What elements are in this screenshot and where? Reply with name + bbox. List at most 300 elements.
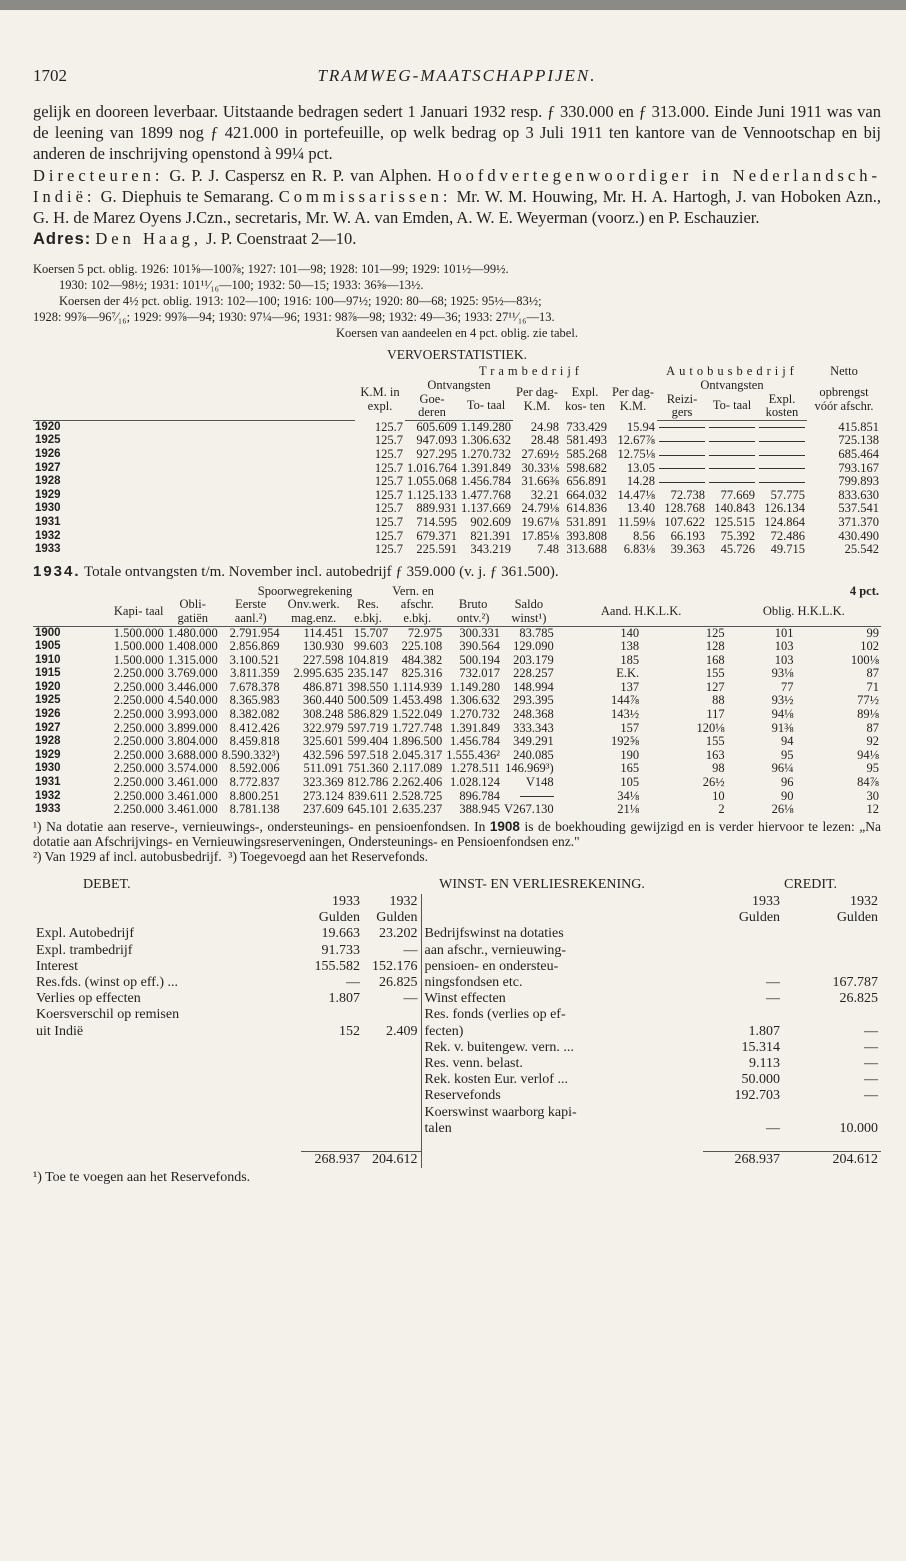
directors-label: Directeuren: (33, 165, 164, 185)
table-cell: 45.726 (720, 542, 755, 557)
table-cell: 732.017 (459, 666, 501, 681)
final-footnote: ¹) Toe te voegen aan het Reservefonds. (33, 1169, 251, 1185)
table-cell: 128.768 (664, 501, 705, 516)
credit-value: 1.807 (748, 1023, 781, 1039)
table-cell: 148.994 (513, 679, 554, 694)
col-res: Res. e.bkj. (346, 598, 391, 626)
col-obligatien: Obli- gatiën (166, 598, 220, 626)
col-kapitaal: Kapi- taal (112, 598, 166, 626)
table-cell: 537.541 (838, 501, 879, 516)
table-cell: 95 (866, 761, 879, 776)
table-cell: 31.66⅜ (521, 474, 559, 489)
table-cell: 125.7 (374, 487, 403, 502)
table-cell: 95 (780, 747, 794, 762)
table-row (33, 694, 881, 708)
empty-cell (363, 1072, 421, 1088)
table-cell: 3.769.000 (167, 666, 218, 681)
col-goederen: Goe- deren (405, 393, 459, 421)
dash-rule (659, 468, 705, 469)
credit-label: Koerswinst waarborg kapi- (421, 1105, 703, 1121)
table-cell: 21⅛ (617, 802, 640, 817)
debit-value (301, 1007, 363, 1023)
table-row (33, 502, 881, 516)
row-year: 1927 (35, 721, 61, 734)
table-cell: 66.193 (670, 528, 705, 543)
credit-value (783, 943, 881, 959)
row-year: 1933 (35, 543, 61, 556)
table-cell: 1.278.511 (450, 761, 501, 776)
col-perdag: Per dag- K.M. (516, 385, 558, 413)
table-cell: 2.250.000 (113, 707, 164, 722)
table-cell: 72.975 (407, 625, 443, 640)
dash-rule (759, 468, 805, 469)
price-line-4half: Koersen der 4½ pct. oblig. 1913: 102—100; 1916: 100—97½; 1920: 80—68; 1925: 95½—83½; (59, 294, 542, 309)
table-cell: 91⅜ (771, 720, 794, 735)
col-netto: opbrengst vóór afschr. (814, 385, 874, 413)
dash-cell (757, 434, 807, 448)
credit-label: Winst effecten (421, 991, 703, 1007)
table-cell: 2.250.000 (113, 720, 164, 735)
debit-value (363, 1007, 421, 1023)
table-row (33, 1056, 881, 1072)
empty-cell (33, 1056, 301, 1072)
credit-label: Bedrijfswinst na dotaties (421, 926, 703, 942)
debit-value: 23.202 (379, 926, 418, 942)
credit-total-1932: 204.612 (783, 1151, 881, 1168)
table-cell: 388.945 (459, 802, 501, 817)
table-cell: 371.370 (838, 514, 879, 529)
table-cell: 585.268 (566, 446, 607, 461)
credit-value: 9.113 (749, 1056, 781, 1072)
dash-cell (657, 462, 707, 476)
debit-value: 152 (339, 1023, 360, 1039)
credit-gulden-1: Gulden (738, 910, 781, 926)
table-row (33, 489, 881, 503)
table-cell: 8.365.983 (229, 693, 280, 708)
page-title: TRAMWEG-MAATSCHAPPIJEN. (317, 66, 597, 85)
table-cell: 6.83⅛ (623, 542, 655, 557)
row-year: 1931 (35, 776, 61, 789)
table-cell: 8.592.006 (229, 761, 280, 776)
table-cell: 273.124 (303, 788, 344, 803)
table-cell: 125.7 (374, 433, 403, 448)
commissioners-text: Mr. W. M. Houwing, Mr. H. A. Hartogh, J. van Hoboken Azn., G. H. de Marez Oyens J.Czn., secretaris, Mr. W. A. van Emden, A. W. E. Weyerman (voorz.) en P. Eschauzier. (33, 186, 881, 228)
table-cell: 2.528.725 (392, 788, 443, 803)
table-cell: 2.250.000 (113, 666, 164, 681)
table-cell: 88 (712, 693, 725, 708)
table-cell: 3.688.000 (167, 747, 218, 762)
table-cell: 8.772.837 (229, 775, 280, 790)
table-cell: 26⅛ (771, 802, 794, 817)
page (33, 58, 881, 1186)
table-cell: 799.893 (838, 474, 879, 489)
table-row (33, 654, 881, 668)
table-cell: 125.7 (374, 419, 403, 434)
table-cell: 94 (780, 734, 794, 749)
table-cell: 398.550 (347, 679, 389, 694)
empty-cell (301, 1056, 363, 1072)
table-cell: 8.800.251 (229, 788, 280, 803)
credit-value (783, 1105, 881, 1121)
row-year: 1926 (35, 708, 61, 721)
table-cell: E.K. (616, 666, 640, 681)
row-year: 1900 (35, 626, 61, 639)
credit-value: — (864, 1023, 879, 1039)
debit-label: uit Indië (36, 1023, 84, 1039)
credit-value (783, 1007, 881, 1023)
table-cell: 27.69½ (521, 446, 559, 461)
table-cell: 227.598 (303, 652, 344, 667)
table-row (33, 991, 881, 1007)
table-cell: 157 (620, 720, 640, 735)
table-cell: 1.456.784 (450, 734, 501, 749)
table-cell: 13.40 (626, 501, 655, 516)
table-cell: 1.896.500 (392, 734, 443, 749)
col-auto-ontvangsten: Ontvangsten (700, 378, 764, 393)
debit-label: Interest (36, 958, 78, 974)
table-cell: 333.343 (513, 720, 554, 735)
table-cell: 12.75⅛ (617, 446, 655, 461)
table-cell: 2.262.406 (392, 775, 443, 790)
table-cell: 4.540.000 (167, 693, 218, 708)
table-cell: 128 (705, 639, 725, 654)
credit-value (703, 1105, 783, 1121)
table-cell: 125.7 (374, 542, 403, 557)
table-cell: 390.564 (459, 639, 501, 654)
group-netto: Netto (830, 364, 858, 379)
table-cell: 75.392 (720, 528, 755, 543)
empty-cell (301, 1072, 363, 1088)
dash-rule (659, 441, 705, 442)
table-row (33, 975, 881, 991)
table-cell: 107.622 (664, 514, 705, 529)
table-cell: 2.250.000 (113, 802, 164, 817)
table-cell: 393.808 (566, 528, 607, 543)
table-row (33, 1040, 881, 1056)
table-row (33, 667, 881, 681)
dash-rule (709, 427, 755, 428)
dash-cell (707, 448, 757, 462)
table-cell: 34⅛ (617, 788, 640, 803)
price-line-4half-cont: 1928: 99⅞—96⁷⁄₁₆; 1929: 99⅞—94; 1930: 97¼—96; 1931: 98⅞—98; 1932: 49—36; 1933: 27¹¹⁄₁₆—13. (33, 310, 555, 325)
dash-rule (759, 482, 805, 483)
table-cell: 1.114.939 (392, 679, 443, 694)
credit-value: 26.825 (839, 991, 879, 1007)
table-cell: 3.461.000 (167, 788, 218, 803)
representative-label: Hoofdvertegenwoordiger in Nederlandsch-Indië: (33, 165, 881, 206)
empty-cell (301, 1088, 363, 1104)
table-cell: 8.459.818 (229, 734, 280, 749)
table-cell: 8.590.332³) (221, 747, 280, 762)
table-cell: 138 (620, 639, 640, 654)
table-cell: 203.179 (513, 652, 554, 667)
table-cell: 500.194 (459, 652, 501, 667)
table-row (33, 516, 881, 530)
table-cell: 117 (706, 707, 725, 722)
profit-loss-table (33, 876, 881, 1168)
table-cell: 1.306.632 (450, 693, 501, 708)
group-auto: Autobusbedrijf (666, 364, 798, 379)
address-text: J. P. Coenstraat 2—10. (201, 229, 357, 249)
table-cell: 143½ (611, 707, 640, 722)
table-cell: 360.440 (303, 693, 344, 708)
row-year: 1928 (35, 735, 61, 748)
col-km: K.M. in expl. (360, 385, 400, 413)
debit-value: 19.663 (321, 926, 360, 942)
table-cell: 656.891 (566, 474, 607, 489)
table-cell: 30.33⅛ (521, 460, 559, 475)
table-cell: 714.595 (416, 514, 457, 529)
table-row (33, 448, 881, 462)
table-row (33, 640, 881, 654)
table-row (33, 420, 881, 434)
table-cell: 323.369 (303, 775, 344, 790)
empty-cell (363, 1105, 421, 1121)
table-cell: V267.130 (504, 802, 554, 817)
table-cell: 1.500.000 (113, 639, 164, 654)
dash-cell (757, 420, 807, 434)
table-cell: 94⅛ (771, 707, 794, 722)
table-cell: 185 (620, 652, 640, 667)
credit-value (783, 926, 881, 942)
table-cell: 313.688 (566, 542, 607, 557)
table-cell: 889.931 (416, 501, 457, 516)
table-row (33, 462, 881, 476)
table-cell: 192⅝ (611, 734, 640, 749)
debit-value: 26.825 (379, 975, 418, 991)
dash-rule (759, 455, 805, 456)
table-cell: 14.28 (626, 474, 655, 489)
table-cell: 725.138 (838, 433, 879, 448)
table-row (33, 749, 881, 763)
table-cell: 163 (705, 747, 725, 762)
row-year: 1927 (35, 461, 61, 474)
table-cell: 664.032 (566, 487, 607, 502)
footnote-1-year: 1908 (489, 818, 520, 834)
representative-text: G. Diephuis te Semarang. (95, 186, 279, 206)
table-cell: 1.391.849 (450, 720, 501, 735)
footnotes (33, 819, 881, 864)
empty-cell (301, 1121, 363, 1137)
table-cell: 1.500.000 (113, 625, 164, 640)
table-row (33, 708, 881, 722)
group-vern: Vern. en (392, 583, 434, 598)
table-cell: 12.67⅞ (617, 433, 655, 448)
table-cell: 1.016.764 (407, 460, 457, 475)
empty-cell (33, 1105, 301, 1121)
col-bruto: Bruto ontv.²) (444, 598, 502, 626)
credit-value: — (766, 975, 781, 991)
table-cell: 125 (705, 625, 725, 640)
table-cell: 144⅞ (611, 693, 640, 708)
credit-label: talen (421, 1121, 703, 1137)
dash-cell (757, 462, 807, 476)
table-cell: 125.515 (714, 514, 755, 529)
debit-label: Koersverschil op remisen (36, 1007, 180, 1023)
table-cell: 598.682 (566, 460, 607, 475)
table-cell: 2.635.237 (392, 802, 443, 817)
empty-cell (301, 1105, 363, 1121)
table-cell: 1.480.000 (167, 625, 218, 640)
table-cell: 104.819 (347, 652, 389, 667)
debit-value: — (403, 942, 418, 958)
row-year: 1928 (35, 475, 61, 488)
table-cell: 10 (712, 788, 725, 803)
table-cell: 155 (705, 734, 725, 749)
table-cell: 7.48 (537, 542, 559, 557)
table-cell: 114.451 (303, 625, 344, 640)
price-line-shares: Koersen van aandeelen en 4 pct. oblig. zie tabel. (336, 326, 578, 341)
table-cell: 130.930 (303, 639, 344, 654)
table-cell: 486.871 (303, 679, 344, 694)
page-header (33, 58, 881, 92)
table-cell: 103 (774, 639, 794, 654)
table-cell: 11.59⅛ (617, 514, 655, 529)
table-cell: 2.250.000 (113, 693, 164, 708)
debet-label: DEBET. (83, 876, 131, 892)
table-cell: 105 (620, 775, 640, 790)
debit-label: Res.fds. (winst op eff.) ... (36, 975, 179, 991)
table-cell: 8.382.082 (229, 707, 280, 722)
credit-label: ningsfondsen etc. (421, 975, 703, 991)
credit-gulden-2: Gulden (836, 910, 879, 926)
credit-value (703, 943, 783, 959)
table-cell: 343.219 (470, 542, 511, 557)
table-cell: 3.461.000 (167, 775, 218, 790)
table-row (33, 803, 881, 817)
dash-rule (709, 441, 755, 442)
row-year: 1930 (35, 762, 61, 775)
debit-value: 2.409 (386, 1023, 418, 1039)
credit-year-1933: 1933 (752, 894, 781, 910)
row-year: 1932 (35, 789, 61, 802)
credit-value: 50.000 (741, 1072, 781, 1088)
debit-year-1933: 1933 (332, 894, 360, 910)
table-cell: 2 (718, 802, 725, 817)
body-text (33, 101, 881, 250)
paragraph-officers (33, 165, 881, 229)
table-cell: 12 (866, 802, 879, 817)
table-cell: 3.461.000 (167, 802, 218, 817)
table-cell: 3.899.000 (167, 720, 218, 735)
dash-cell (657, 434, 707, 448)
table-cell: 100⅛ (850, 652, 879, 667)
col-afschr: afschr. e.bkj. (390, 598, 444, 626)
credit-value: — (864, 1039, 879, 1055)
col-auto-totaal: To- taal (707, 393, 757, 421)
table-cell: 793.167 (838, 460, 879, 475)
credit-year-1932: 1932 (850, 894, 879, 910)
table-cell: 751.360 (347, 761, 389, 776)
table-cell: 98 (712, 761, 725, 776)
table-cell: 240.085 (513, 747, 554, 762)
empty-cell (33, 1088, 301, 1104)
group-4pct: 4 pct. (849, 583, 879, 598)
table-cell: 84⅞ (857, 775, 879, 790)
table-row (33, 1105, 881, 1121)
paragraph-address (33, 228, 881, 250)
table-cell: 947.093 (416, 433, 457, 448)
footnote-1-cont: is de boekhouding gewijzigd en is verder hiervoor te lezen: „Na dotatie aan Afschrijvings- en Vernieuwingsreserveningen, Ondersteunings- en Pensioenfondsen enz." (33, 818, 881, 849)
empty-cell (33, 1121, 301, 1137)
table-cell: 896.784 (459, 788, 501, 803)
debit-value: 152.176 (372, 958, 418, 974)
table-cell: 679.371 (416, 528, 457, 543)
table-row (33, 626, 881, 640)
table-cell: 3.993.000 (167, 707, 218, 722)
debit-gulden-2: Gulden (376, 910, 418, 926)
transport-stats-title: VERVOERSTATISTIEK. (387, 347, 527, 363)
empty-cell (363, 1121, 421, 1137)
table-cell: 129.090 (513, 639, 554, 654)
table-cell: 581.493 (566, 433, 607, 448)
table-cell: 821.391 (470, 528, 511, 543)
row-year: 1920 (35, 680, 61, 693)
table-row (33, 1024, 881, 1040)
dash-rule (709, 468, 755, 469)
table-cell: V148 (525, 775, 554, 790)
table-cell: 833.630 (838, 487, 879, 502)
credit-value (703, 926, 783, 942)
table-cell: 1.270.732 (450, 707, 501, 722)
col-saldo: Saldo winst¹) (502, 598, 556, 626)
table-cell: 72.486 (770, 528, 805, 543)
table-cell: 25.542 (844, 542, 879, 557)
table-row (33, 926, 881, 942)
footnote-2-3 (33, 849, 881, 864)
empty-cell (33, 1040, 301, 1056)
table-cell: 2.250.000 (113, 747, 164, 762)
table-cell: 96¼ (771, 761, 794, 776)
table-cell: 500.509 (347, 693, 389, 708)
table-cell: 101 (774, 625, 794, 640)
row-year: 1931 (35, 515, 61, 528)
dash-cell (707, 462, 757, 476)
table-cell: 3.446.000 (167, 679, 218, 694)
table-cell: 127 (705, 679, 725, 694)
table-cell: 839.611 (348, 788, 389, 803)
table-cell: 137 (620, 679, 640, 694)
col-auto-kosten: Expl. kosten (757, 393, 807, 421)
empty-cell (301, 1040, 363, 1056)
credit-value: 15.314 (741, 1039, 781, 1055)
table-cell: 17.85⅛ (521, 528, 559, 543)
table-cell: 1.306.632 (461, 433, 511, 448)
row-year: 1930 (35, 502, 61, 515)
table-cell: 1.500.000 (113, 652, 164, 667)
credit-label: aan afschr., vernieuwing- (421, 943, 703, 959)
table-cell: 511.091 (303, 761, 344, 776)
table-row (33, 681, 881, 695)
credit-value: — (766, 1120, 781, 1136)
table-row (33, 735, 881, 749)
credit-value (783, 959, 881, 975)
page-number: 1702 (33, 66, 67, 85)
table-cell: 605.609 (416, 419, 457, 434)
credit-label: pensioen- en ondersteu- (421, 959, 703, 975)
col-onvwerk: Onv.werk. mag.enz. (282, 598, 346, 626)
table-cell: 415.851 (838, 419, 879, 434)
table-cell: 146.969³) (505, 761, 554, 776)
credit-value: 10.000 (839, 1120, 879, 1136)
table-cell: 614.836 (566, 501, 607, 516)
table-cell: 14.47⅛ (617, 487, 655, 502)
table-cell: 93⅛ (771, 666, 794, 681)
row-year: 1929 (35, 488, 61, 501)
table-cell: 2.250.000 (113, 788, 164, 803)
table-cell: 228.257 (513, 666, 554, 681)
table-cell: 99.603 (353, 639, 389, 654)
